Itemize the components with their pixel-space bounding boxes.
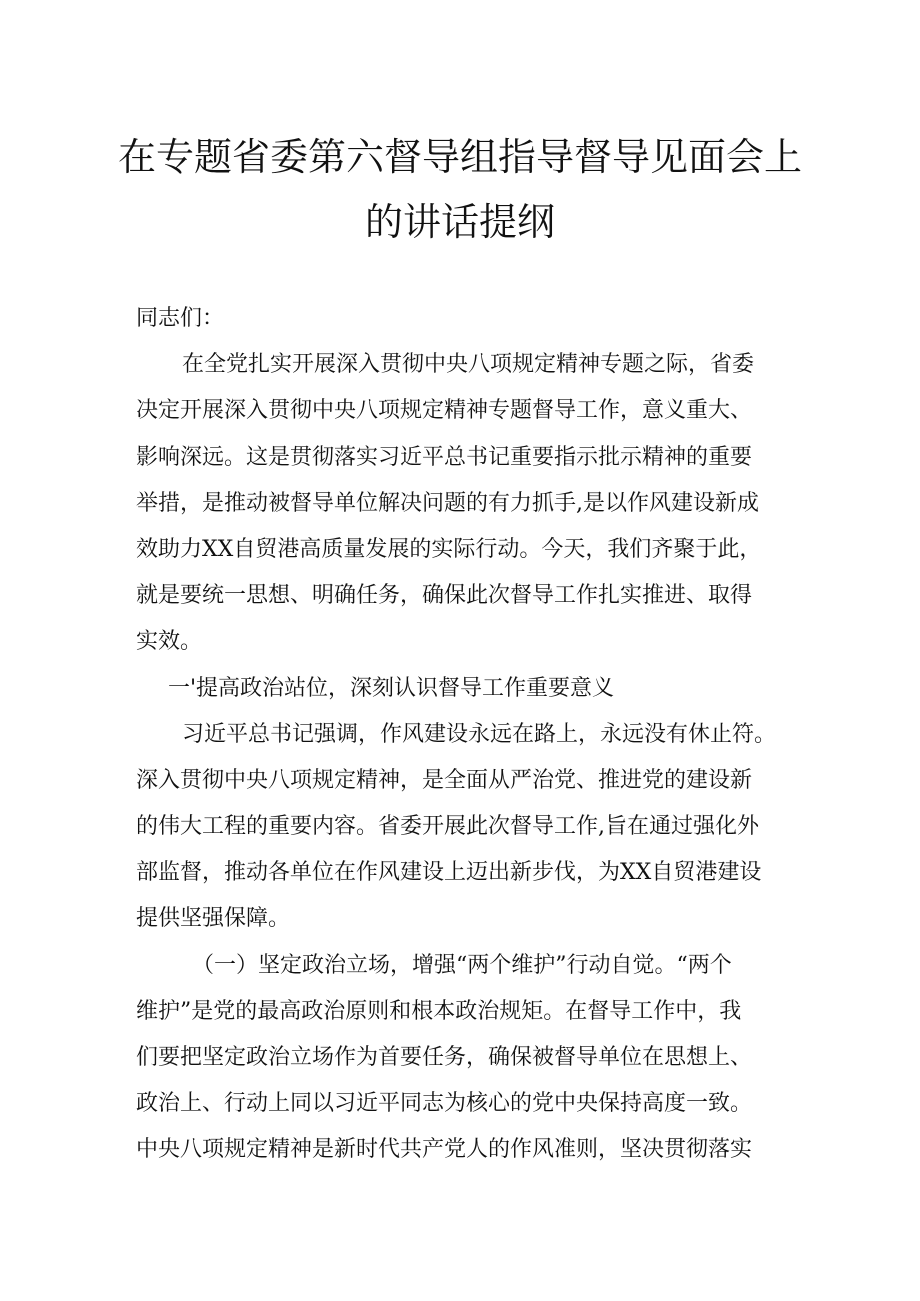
body-text-line: 维护”是党的最高政治原则和根本政治规矩。在督导工作中，我: [136, 998, 742, 1024]
body-text-line: 影响深远。这是贯彻落实习近平总书记重要指示批示精神的重要: [136, 444, 753, 470]
body-text-line: 实效。: [136, 629, 203, 655]
body-text-line: 决定开展深入贯彻中央八项规定精神专题督导工作，意义重大、: [136, 398, 753, 424]
body-text-line: 在全党扎实开展深入贯彻中央八项规定精神专题之际，省委: [182, 352, 755, 378]
body-text-line: 提供坚强保障。: [136, 906, 291, 932]
document-body: [136, 296, 796, 1174]
body-text-line: 就是要统一思想、明确任务，确保此次督导工作扎实推进、取得: [136, 583, 753, 609]
body-text-line: 的伟大工程的重要内容。省委开展此次督导工作,旨在通过强化外: [136, 814, 759, 840]
body-text-line: 习近平总书记强调，作风建设永远在路上，永远没有休止符。: [182, 721, 777, 747]
document-title-line-2: 的讲话提纲: [364, 200, 555, 244]
section-heading: 一'提高政治站位，深刻认识督导工作重要意义: [168, 675, 615, 701]
body-text-line: 中央八项规定精神是新时代共产党人的作风准则，坚决贯彻落实: [136, 1137, 753, 1163]
body-text-line: 深入贯彻中央八项规定精神，是全面从严治党、推进党的建设新: [136, 767, 753, 793]
body-text-line: 举措，是推动被督导单位解决问题的有力抓手,是以作风建设新成: [136, 490, 759, 516]
body-text-line: 部监督，推动各单位在作风建设上迈出新步伐，为XX自贸港建设: [136, 860, 762, 886]
body-text-line: 们要把坚定政治立场作为首要任务，确保被督导单位在思想上、: [136, 1045, 753, 1070]
document-title-line-1: 在专题省委第六督导组指导督导见面会上: [117, 135, 802, 179]
body-text-line: 政治上、行动上同以习近平同志为核心的党中央保持高度一致。: [136, 1091, 753, 1117]
body-text-line: （一）坚定政治立场，增强“两个维护”行动自觉。“两个: [192, 952, 732, 978]
body-text-line: 同志们：: [136, 306, 225, 331]
body-text-line: 效助力XX自贸港高质量发展的实际行动。今天，我们齐聚于此，: [136, 536, 762, 562]
